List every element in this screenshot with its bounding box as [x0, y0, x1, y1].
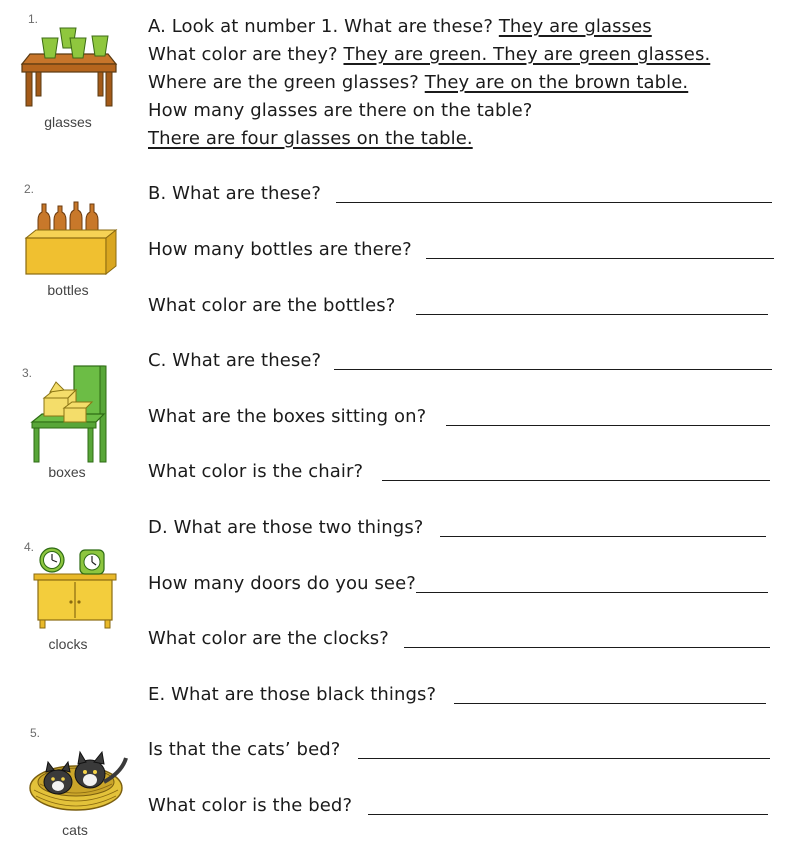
boxes-on-chair-illustration [24, 362, 112, 466]
answer-line-b1[interactable] [336, 202, 772, 203]
item-number-2: 2. [24, 182, 35, 196]
answer-line-d3[interactable] [404, 647, 770, 648]
question-b1: B. What are these? [148, 183, 321, 204]
answer-line-e2[interactable] [358, 758, 770, 759]
example-answer-4: There are four glasses on the table. [148, 128, 473, 149]
answer-line-e3[interactable] [368, 814, 768, 815]
question-c2: What are the boxes sitting on? [148, 406, 427, 427]
question-c1: C. What are these? [148, 350, 322, 371]
example-line-2 [148, 44, 710, 65]
item-number-5: 5. [30, 726, 41, 740]
answer-line-d1[interactable] [440, 536, 766, 537]
bottles-crate-illustration [22, 198, 118, 280]
caption-glasses: glasses [44, 114, 92, 130]
answer-line-c3[interactable] [382, 480, 770, 481]
example-question-2: What color are they? [148, 44, 338, 65]
example-question-3: Where are the green glasses? [148, 72, 419, 93]
answer-line-c1[interactable] [334, 369, 772, 370]
caption-bottles: bottles [47, 282, 89, 298]
question-c3: What color is the chair? [148, 461, 364, 482]
question-b2: How many bottles are there? [148, 239, 412, 260]
question-d1: D. What are those two things? [148, 517, 424, 538]
question-b3: What color are the bottles? [148, 295, 396, 316]
item-number-4: 4. [24, 540, 35, 554]
item-number-1: 1. [28, 12, 39, 26]
example-answer-3: They are on the brown table. [424, 72, 689, 93]
caption-cats: cats [62, 822, 88, 838]
question-e3: What color is the bed? [148, 795, 353, 816]
example-line-1 [148, 16, 652, 37]
question-e1: E. What are those black things? [148, 684, 437, 705]
caption-boxes: boxes [48, 464, 86, 480]
caption-clocks: clocks [48, 636, 88, 652]
cats-in-bed-illustration [26, 732, 132, 816]
item-number-3: 3. [22, 366, 33, 380]
question-d3: What color are the clocks? [148, 628, 389, 649]
example-question-1: A. Look at number 1. What are these? [148, 16, 493, 37]
example-answer-2: They are green. They are green glasses. [343, 44, 711, 65]
answer-line-b3[interactable] [416, 314, 768, 315]
question-d2: How many doors do you see? [148, 573, 416, 594]
example-answer-1: They are glasses [498, 16, 652, 37]
question-e2: Is that the cats’ bed? [148, 739, 341, 760]
clocks-on-cabinet-illustration [30, 544, 120, 630]
answer-line-b2[interactable] [426, 258, 774, 259]
glasses-on-table-illustration [18, 24, 122, 110]
answer-line-e1[interactable] [454, 703, 766, 704]
answer-line-c2[interactable] [446, 425, 770, 426]
example-question-4: How many glasses are there on the table? [148, 100, 533, 121]
answer-line-d2[interactable] [416, 592, 768, 593]
example-line-3 [148, 72, 688, 93]
